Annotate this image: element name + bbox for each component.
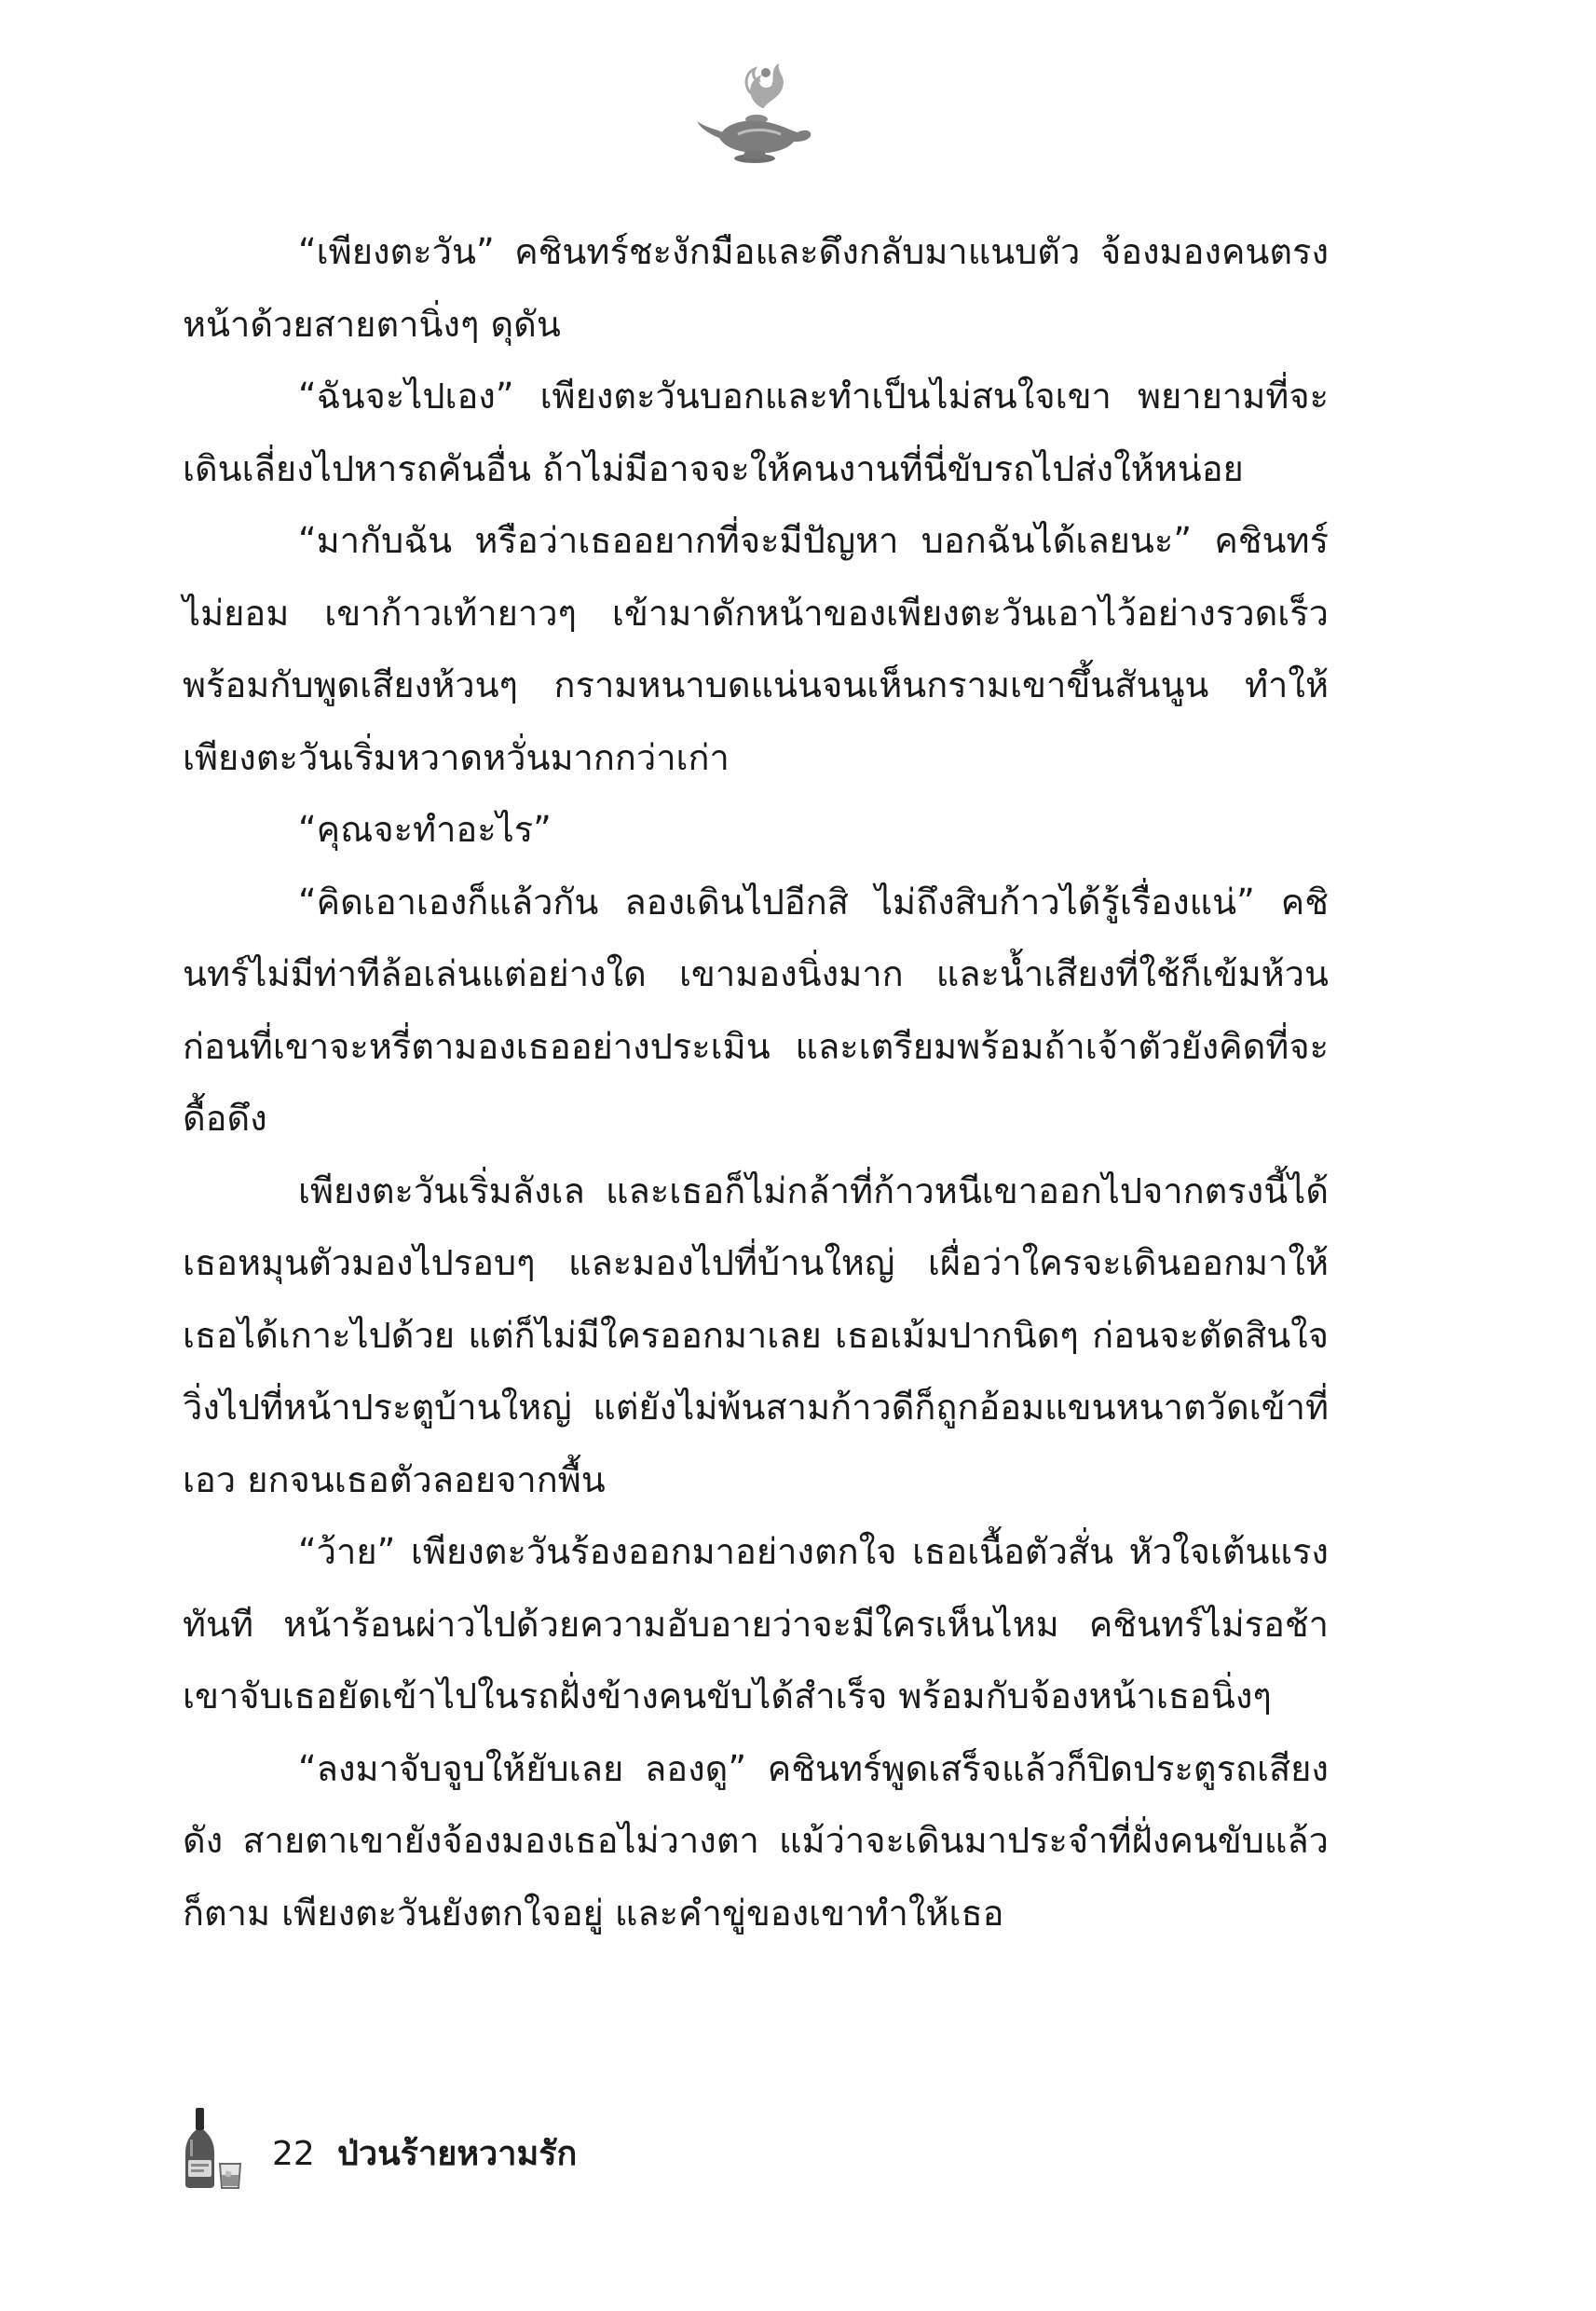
bottle-and-glass-icon xyxy=(183,2106,248,2190)
paragraph: “คิดเอาเองก็แล้วกัน ลองเดินไปอีกสิ ไม่ถึงสิบก้าวได้รู้เรื่องแน่” คชินทร์ไม่มีท่าทีล้อเล่นแต่อย่างใด เขามองนิ่งมาก และน้ำเสียงที่ใช้ก็เข้มห้วน ก่อนที่เขาจะหรี่ตามองเธออย่างประเมิน และเตรียมพร้อมถ้าเจ้าตัวยังคิดที่จะดื้อดึง xyxy=(183,881,1329,1139)
page-number: 22 xyxy=(272,2135,315,2173)
paragraph: “คุณจะทำอะไร” xyxy=(298,809,552,850)
paragraph: “ฉันจะไปเอง” เพียงตะวันบอกและทำเป็นไม่สนใจเขา พยายามที่จะเดินเลี่ยงไปหารถคันอื่น ถ้าไม่มีอาจจะให้คนงานที่นี่ขับรถไปส่งให้หน่อย xyxy=(183,376,1329,489)
paragraph: “ลงมาจับจูบให้ยับเลย ลองดู” คชินทร์พูดเสร็จแล้วก็ปิดประตูรถเสียงดัง สายตาเขายังจ้องมองเธอไม่วางตา แม้ว่าจะเดินมาประจำที่ฝั่งคนขับแล้วก็ตาม เพียงตะวันยังตกใจอยู่ และคำขู่ของเขาทำให้เธอ xyxy=(183,1747,1329,1934)
book-title: ป่วนร้ายหวามรัก xyxy=(337,2135,578,2173)
paragraph: “มากับฉัน หรือว่าเธออยากที่จะมีปัญหา บอกฉันได้เลยนะ” คชินทร์ไม่ยอม เขาก้าวเท้ายาวๆ เข้ามาดักหน้าของเพียงตะวันเอาไว้อย่างรวดเร็ว พร้อมกับพูดเสียงห้วนๆ กรามหนาบดแน่นจนเห็นกรามเขาขึ้นสันนูน ทำให้เพียงตะวันเริ่มหวาดหวั่นมากกว่าเก่า xyxy=(183,520,1329,778)
paragraph: “เพียงตะวัน” คชินทร์ชะงักมือและดึงกลับมาแนบตัว จ้องมองคนตรงหน้าด้วยสายตานิ่งๆ ดุดัน xyxy=(183,231,1329,345)
paragraph: “ว้าย” เพียงตะวันร้องออกมาอย่างตกใจ เธอเนื้อตัวสั่น หัวใจเต้นแรงทันที หน้าร้อนผ่าวไปด้วยความอับอายว่าจะมีใครเห็นไหม คชินทร์ไม่รอช้า เขาจับเธอยัดเข้าไปในรถฝั่งข้างคนขับได้สำเร็จ พร้อมกับจ้องหน้าเธอนิ่งๆ xyxy=(183,1531,1329,1716)
paragraph: เพียงตะวันเริ่มลังเล และเธอก็ไม่กล้าที่ก้าวหนีเขาออกไปจากตรงนี้ได้ เธอหมุนตัวมองไปรอบๆ และมองไปที่บ้านใหญ่ เผื่อว่าใครจะเดินออกมาให้เธอได้เกาะไปด้วย แต่ก็ไม่มีใครออกมาเลย เธอเม้มปากนิดๆ ก่อนจะตัดสินใจวิ่งไปที่หน้าประตูบ้านใหญ่ แต่ยังไม่พ้นสามก้าวดีก็ถูกอ้อมแขนหนาตวัดเข้าที่เอว ยกจนเธอตัวลอยจากพื้น xyxy=(183,1169,1329,1500)
genie-lamp-icon xyxy=(689,52,820,173)
body-text xyxy=(183,216,1329,1949)
page-footer xyxy=(183,2106,835,2190)
